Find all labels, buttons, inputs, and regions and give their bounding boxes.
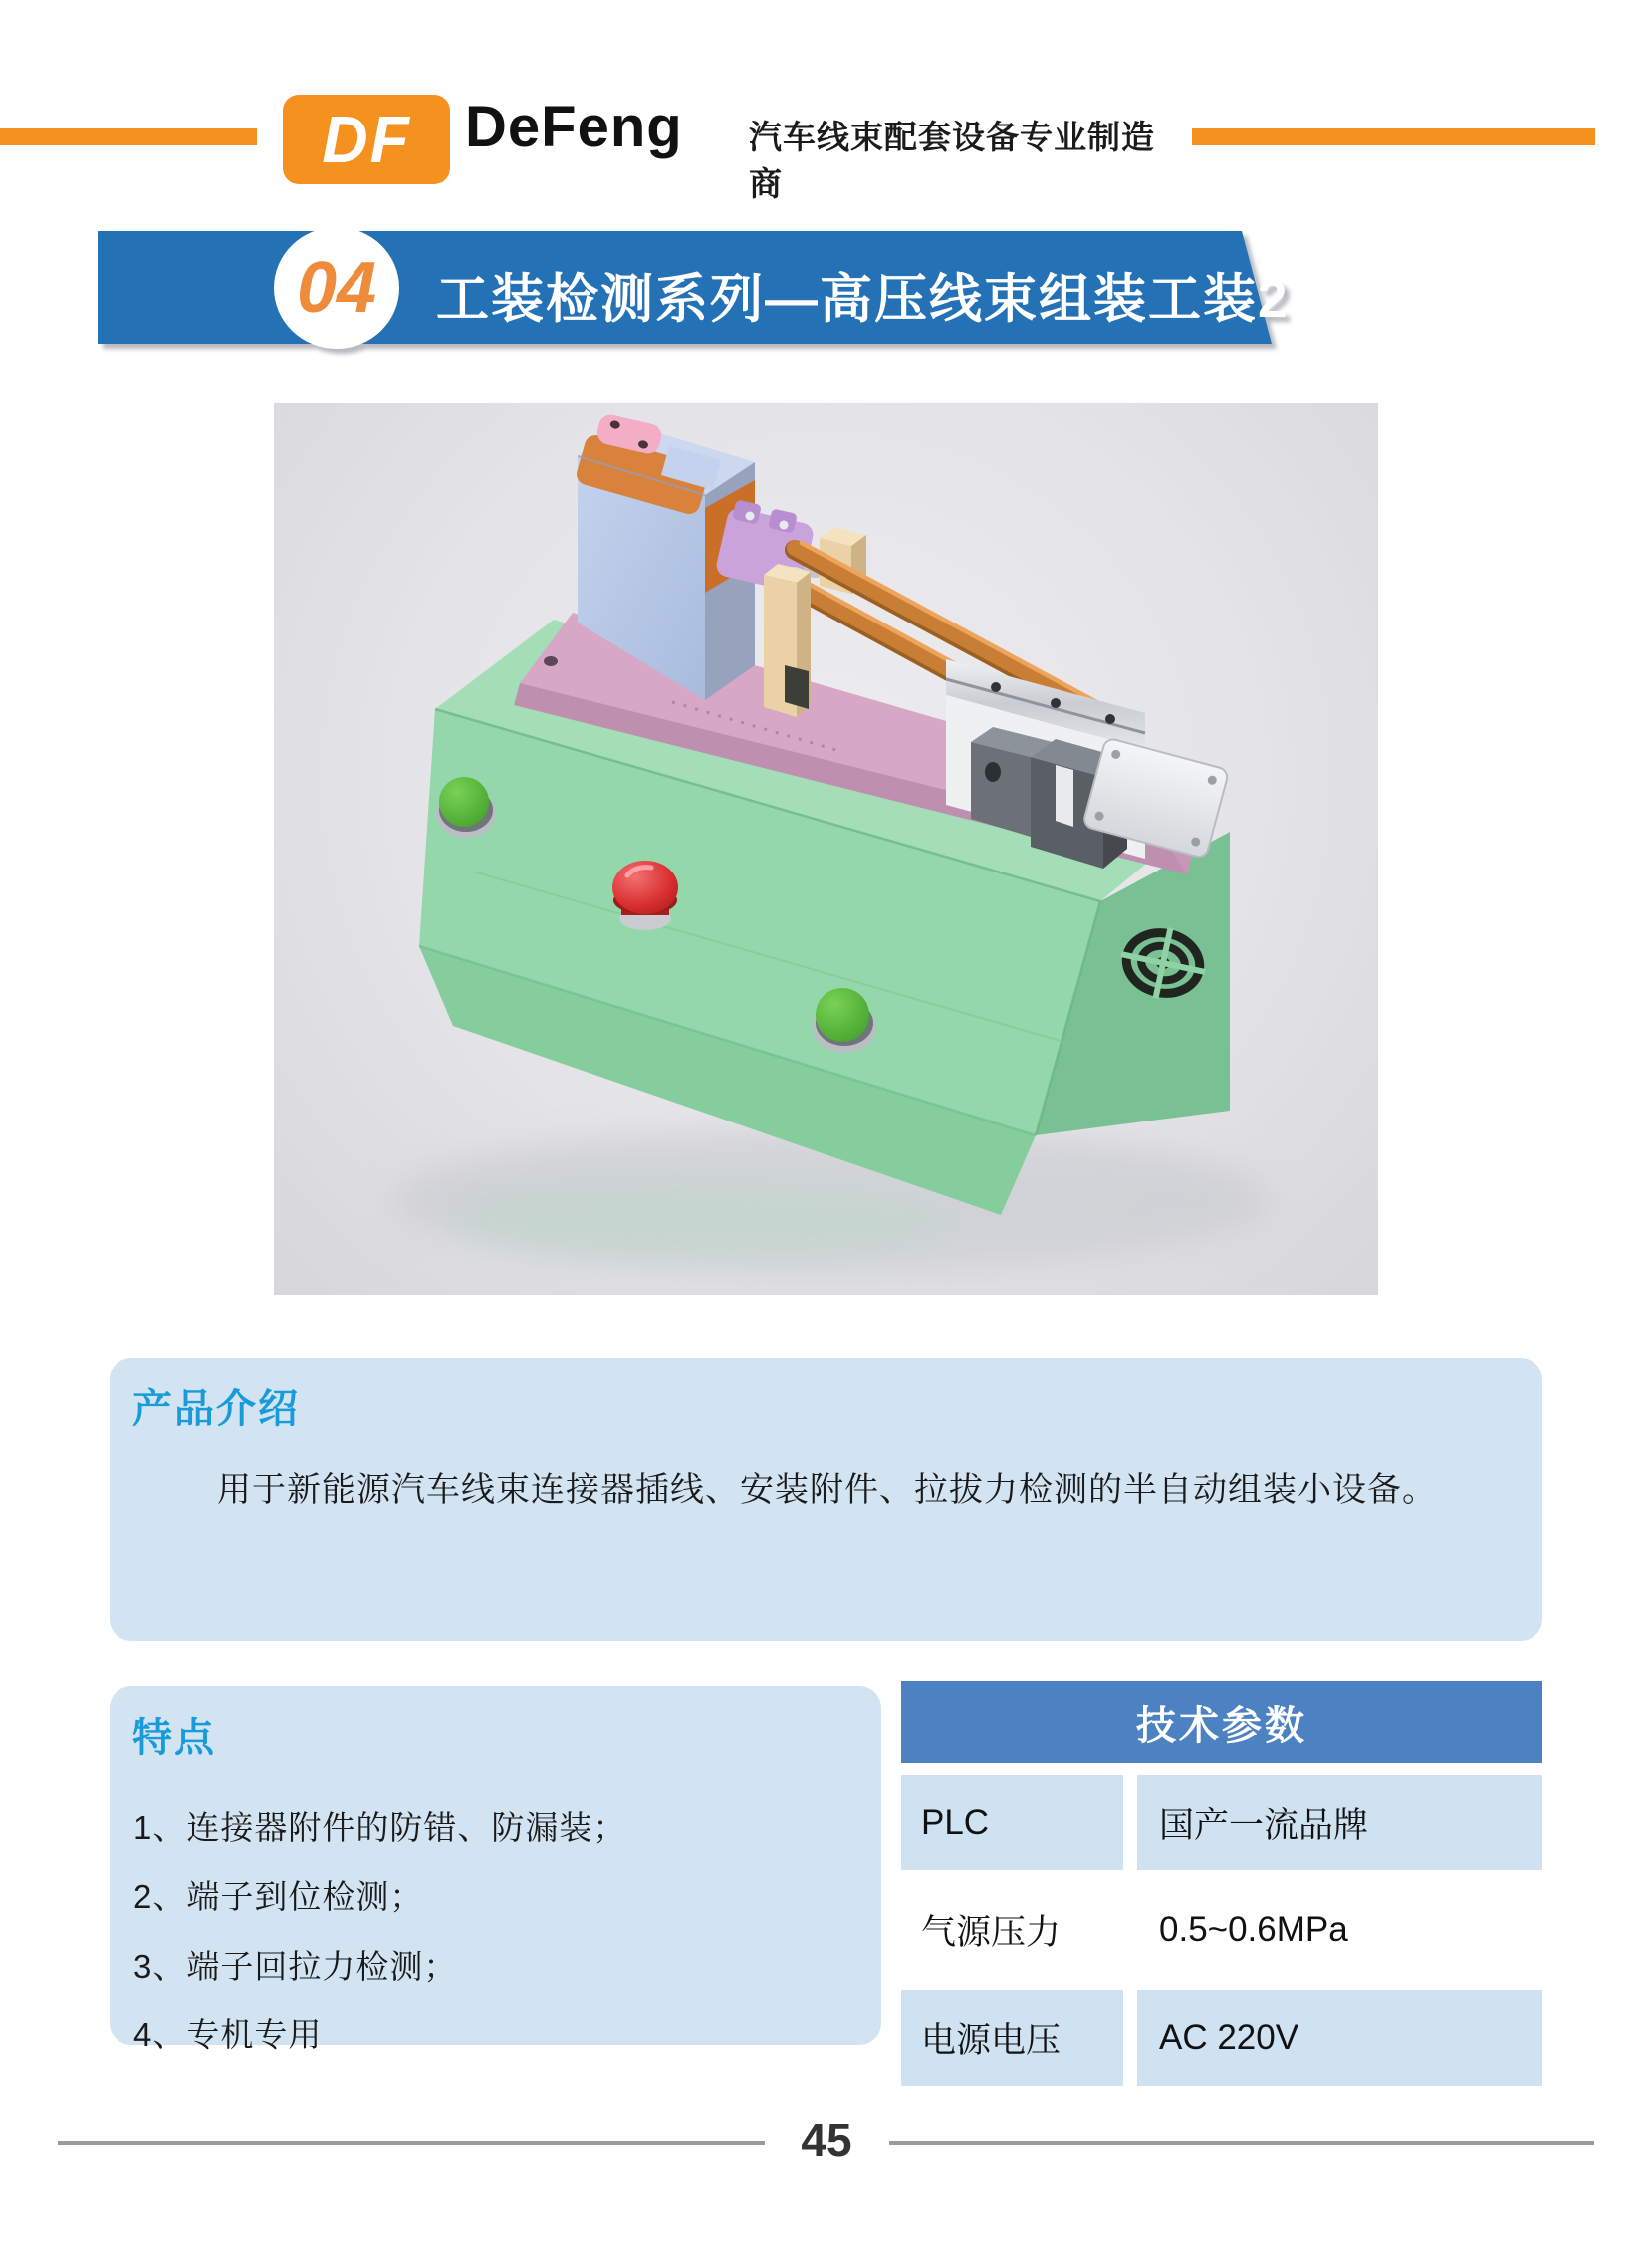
plate-hole	[544, 656, 558, 666]
defeng-logo	[283, 95, 450, 184]
header-rule-right	[1192, 128, 1595, 145]
section-title: 工装检测系列—高压线束组装工装2	[436, 270, 1290, 329]
section-number: 04	[296, 248, 377, 328]
section-number-badge	[274, 227, 399, 349]
spec-value: AC 220V	[1137, 1990, 1542, 2086]
footer-rule-left	[58, 2141, 765, 2145]
header-rule-left	[0, 128, 257, 145]
defeng-logo-monogram: DF	[322, 102, 411, 177]
spec-row	[901, 1775, 1542, 1870]
floor-reflection	[453, 1180, 951, 1260]
footer-rule-right	[889, 2141, 1594, 2145]
intro-section	[110, 1358, 1542, 1641]
intro-title: 产品介绍	[132, 1387, 300, 1431]
product-image	[274, 403, 1378, 1295]
spec-label: 电源电压	[901, 1990, 1123, 2086]
page-number: 45	[801, 2115, 852, 2166]
feature-item: 2、端子到位检测；	[133, 1878, 424, 1915]
feature-item: 3、端子回拉力检测；	[133, 1948, 458, 1985]
brand-tagline: 汽车线束配套设备专业制造商	[749, 119, 1155, 202]
spec-value: 国产一流品牌	[1137, 1775, 1542, 1870]
spec-label: 气源压力	[921, 1913, 1062, 1952]
emergency-stop-button	[612, 861, 678, 930]
spec-row	[901, 1990, 1542, 2086]
machine-render	[274, 403, 1378, 1295]
features-title: 特点	[132, 1716, 216, 1760]
brand-name: DeFeng	[465, 95, 683, 159]
spec-row	[901, 1882, 1542, 1978]
features-section	[110, 1686, 881, 2053]
specs-header: 技术参数	[901, 1681, 1542, 1763]
intro-body: 用于新能源汽车线束连接器插线、安装附件、拉拔力检测的半自动组装小设备。	[217, 1471, 1437, 1509]
specs-table	[901, 1681, 1542, 2086]
feature-item: 4、专机专用	[133, 2016, 323, 2053]
feature-item: 1、连接器附件的防错、防漏装；	[133, 1809, 627, 1846]
rod-clamp-front	[764, 564, 811, 717]
spec-label: PLC	[901, 1775, 1123, 1870]
spec-value: 0.5~0.6MPa	[1159, 1910, 1348, 1949]
section-banner	[98, 231, 1293, 356]
